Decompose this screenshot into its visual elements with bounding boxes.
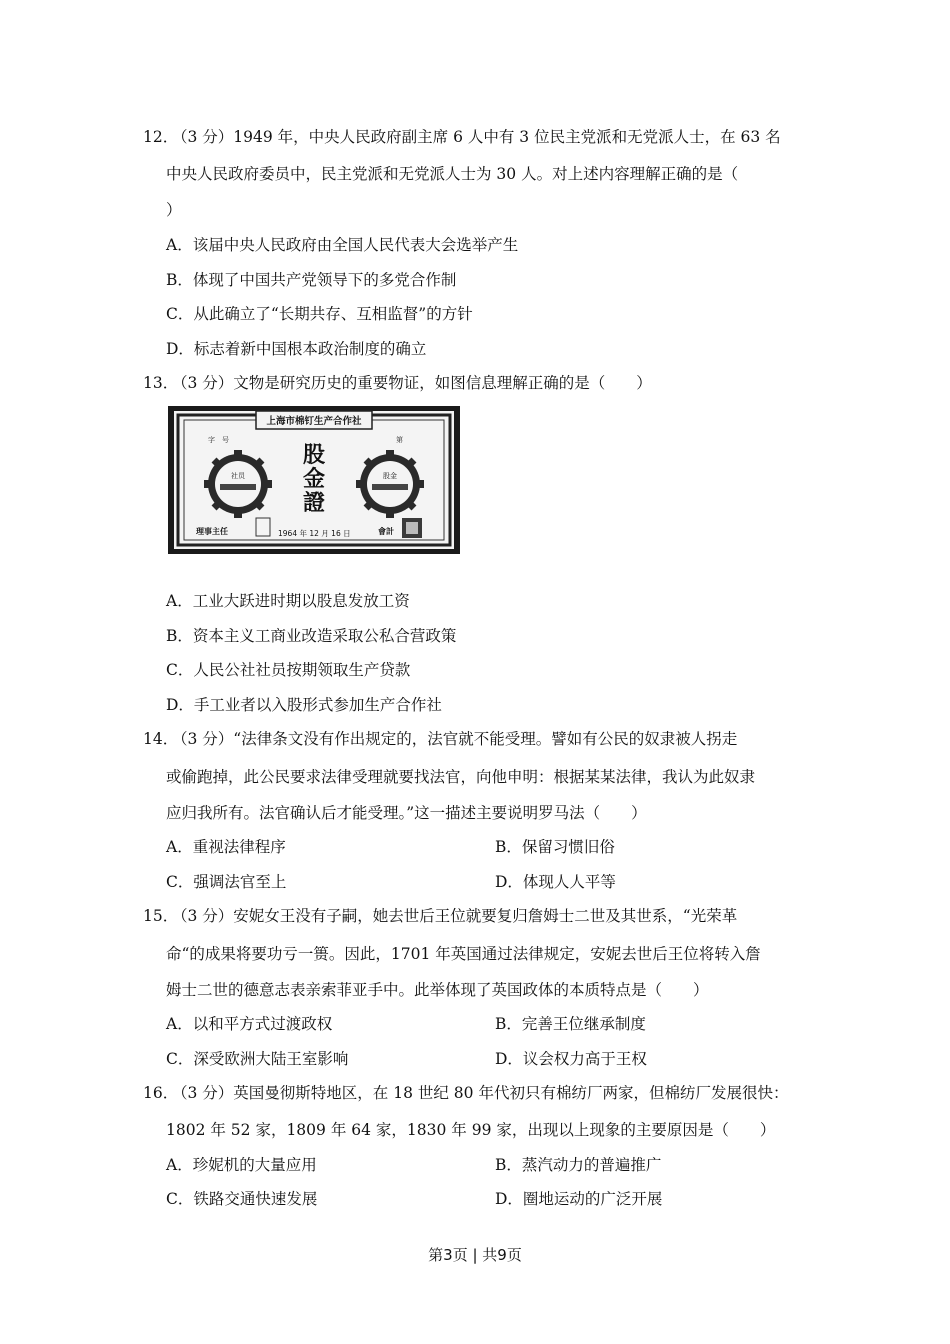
question-text-line: （3 分）英国曼彻斯特地区，在 18 世纪 80 年代初只有棉纺厂两家，但棉纺厂发展很快：: [172, 1084, 789, 1102]
question-text-line: 1802 年 52 家，1809 年 64 家，1830 年 99 家，出现以上现象的主要原因是（ ）: [166, 1121, 776, 1139]
option-b[interactable]: B．体现了中国共产党领导下的多党合作制: [166, 271, 457, 289]
certificate-right-top: 第: [396, 436, 403, 444]
left-gear-seal-icon: [204, 450, 272, 518]
question-text-line: 命“的成果将要功亏一篑。因此，1701 年英国通过法律规定，安妮去世后王位将转入詹: [166, 945, 761, 963]
option-c[interactable]: C．深受欧洲大陆王室影响: [166, 1050, 349, 1068]
question-number: 12．: [143, 128, 179, 146]
option-b[interactable]: B．完善王位继承制度: [495, 1015, 646, 1033]
question-text-line: 中央人民政府委员中，民主党派和无党派人士为 30 人。对上述内容理解正确的是（: [166, 165, 739, 183]
option-c[interactable]: C．从此确立了“长期共存、互相监督”的方针: [166, 305, 473, 323]
option-d[interactable]: D．标志着新中国根本政治制度的确立: [166, 340, 427, 358]
certificate-center-char: 證: [302, 490, 326, 516]
right-gear-seal-icon: [356, 450, 424, 518]
certificate-left-top: 字 号: [208, 436, 229, 444]
question-text-line: （3 分）“法律条文没有作出规定的，法官就不能受理。譬如有公民的奴隶被人拐走: [172, 730, 738, 748]
certificate-center-char: 股: [302, 442, 326, 468]
certificate-left-bottom: 理事主任: [196, 527, 228, 536]
option-b[interactable]: B．蒸汽动力的普遍推广: [495, 1156, 662, 1174]
option-a[interactable]: A．以和平方式过渡政权: [166, 1015, 333, 1033]
certificate-right-bottom: 會計: [378, 527, 394, 536]
question-text-line: ）: [166, 201, 182, 219]
question-number: 15．: [143, 907, 179, 925]
option-d[interactable]: D．手工业者以入股形式参加生产合作社: [166, 696, 442, 714]
option-d[interactable]: D．圈地运动的广泛开展: [495, 1190, 663, 1208]
share-certificate-image: [168, 406, 460, 554]
question-number: 14．: [143, 730, 179, 748]
question-text-line: 姆士二世的德意志表亲索菲亚手中。此举体现了英国政体的本质特点是（ ）: [166, 981, 709, 999]
option-d[interactable]: D．体现人人平等: [495, 873, 616, 891]
option-c[interactable]: C．铁路交通快速发展: [166, 1190, 318, 1208]
option-b[interactable]: B．保留习惯旧俗: [495, 838, 615, 856]
option-c[interactable]: C．人民公社社员按期领取生产贷款: [166, 661, 411, 679]
certificate-date: 1964 年 12 月 16 日: [278, 529, 351, 538]
question-text-line: 或偷跑掉，此公民要求法律受理就要找法官，向他申明：根据某某法律，我认为此奴隶: [166, 768, 756, 786]
page-footer: 第3页 | 共9页: [428, 1246, 522, 1264]
option-a[interactable]: A．重视法律程序: [166, 838, 286, 856]
question-text-line: 应归我所有。法官确认后才能受理。”这一描述主要说明罗马法（ ）: [166, 804, 647, 822]
question-text-line: （3 分）安妮女王没有子嗣，她去世后王位就要复归詹姆士二世及其世系，“光荣革: [172, 907, 738, 925]
svg-text:股金: 股金: [383, 472, 397, 480]
question-number: 13．: [143, 374, 179, 392]
option-d[interactable]: D．议会权力高于王权: [495, 1050, 647, 1068]
option-c[interactable]: C．强调法官至上: [166, 873, 287, 891]
option-a[interactable]: A．工业大跃进时期以股息发放工资: [166, 592, 410, 610]
option-a[interactable]: A．该届中央人民政府由全国人民代表大会选举产生: [166, 236, 519, 254]
option-a[interactable]: A．珍妮机的大量应用: [166, 1156, 317, 1174]
certificate-header: 上海市棉钉生产合作社: [266, 416, 362, 427]
question-text-line: （3 分）1949 年，中央人民政府副主席 6 人中有 3 位民主党派和无党派人士，在 63 名: [172, 128, 781, 146]
option-b[interactable]: B．资本主义工商业改造采取公私合营政策: [166, 627, 457, 645]
certificate-center-char: 金: [302, 466, 326, 492]
question-text-line: （3 分）文物是研究历史的重要物证，如图信息理解正确的是（ ）: [172, 374, 652, 392]
question-number: 16．: [143, 1084, 179, 1102]
svg-text:社员: 社员: [231, 472, 245, 480]
